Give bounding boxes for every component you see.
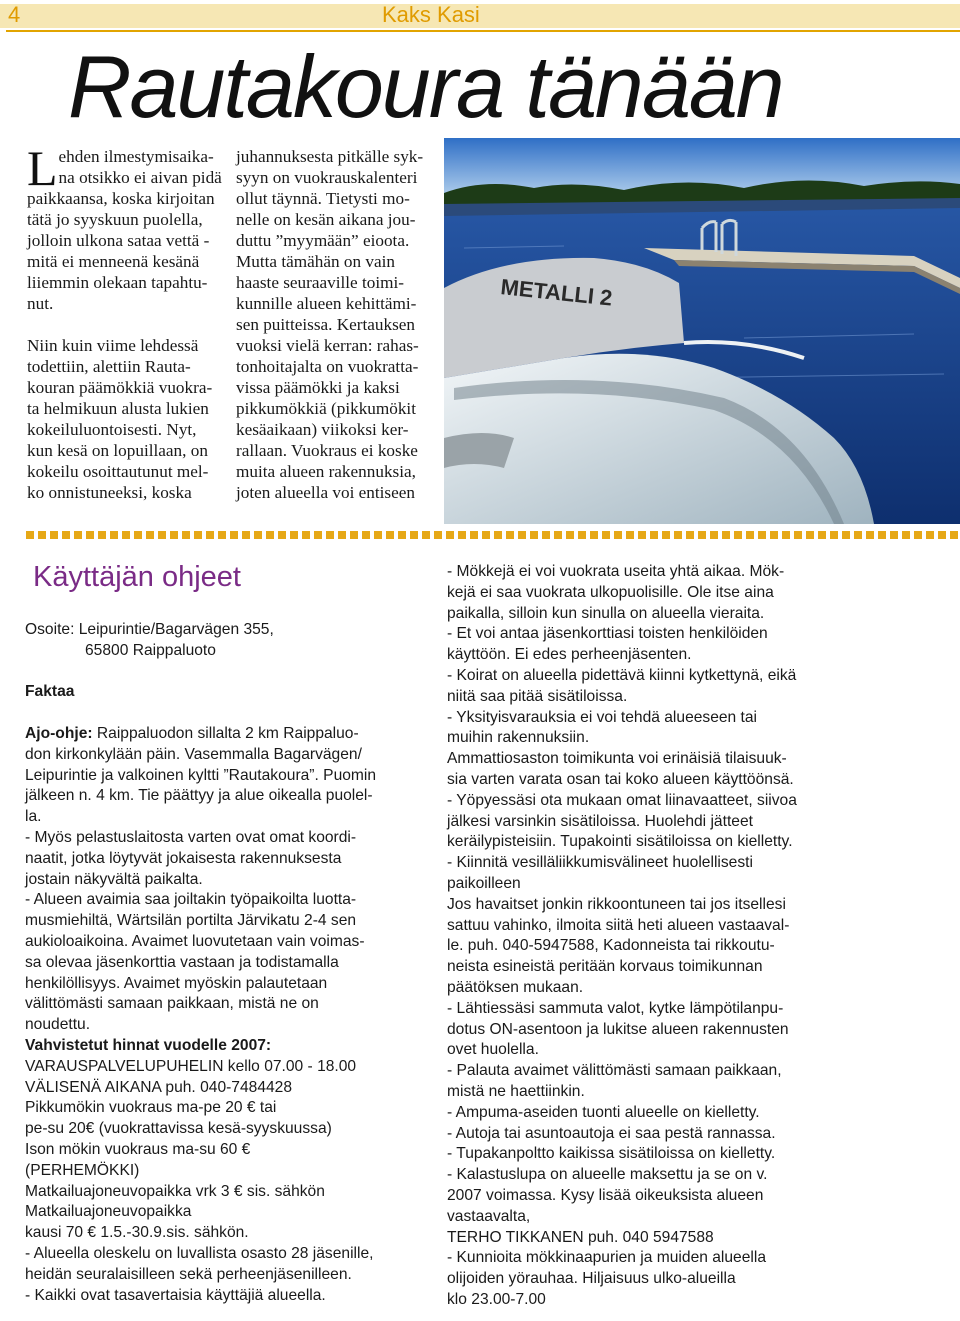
guide-line: aukioloaikoina. Avaimet luovutetaan vain voimas- [25, 932, 365, 950]
article-opening [27, 140, 222, 196]
divider-dot [146, 531, 154, 539]
divider-dot [674, 531, 682, 539]
divider-dot [890, 531, 898, 539]
divider-dot [50, 531, 58, 539]
dotted-divider [26, 531, 960, 541]
divider-dot [206, 531, 214, 539]
divider-dot [98, 531, 106, 539]
divider-dot [686, 531, 694, 539]
divider-dot [254, 531, 262, 539]
guide-line: - Et voi antaa jäsenkorttiasi toisten henkilöiden [447, 625, 768, 643]
article-line: joten alueella voi entiseen [236, 483, 415, 502]
page-header [0, 0, 960, 34]
divider-dot [290, 531, 298, 539]
divider-dot [878, 531, 886, 539]
guide-line: Jos havaitset jonkin rikkoontuneen tai jos itsellesi [447, 895, 786, 913]
article-line: ollut täynnä. Tietysti mo- [236, 189, 410, 208]
guide-line: - Lähtiessäsi sammuta valot, kytke lämpötilanpu- [447, 999, 784, 1017]
guide-line: musmiehiltä, Wärtsilän portilta Järvikatu 2-4 sen [25, 912, 357, 930]
divider-dot [902, 531, 910, 539]
article-line: paikkaansa, koska kirjoitan [27, 189, 215, 208]
guide-line: niitä saa pitää sisätiloissa. [447, 687, 628, 705]
guide-line: paikoilleen [447, 874, 521, 892]
guide-line: - Kiinnitä vesilläliikkumisvälineet huolellisesti [447, 854, 753, 872]
price-line: - Kaikki ovat tasavertaisia käyttäjiä alueella. [25, 1286, 326, 1304]
guide-line: - Alueen avaimia saa joiltakin työpaikoilta luotta- [25, 891, 357, 909]
divider-dot [266, 531, 274, 539]
address-street: Leipurintie/Bagarvägen 355, [74, 621, 274, 638]
divider-dot [638, 531, 646, 539]
divider-dot [362, 531, 370, 539]
divider-dot [806, 531, 814, 539]
guide-line: noudettu. [25, 1016, 91, 1034]
divider-dot [170, 531, 178, 539]
divider-dot [578, 531, 586, 539]
divider-dot [350, 531, 358, 539]
page-title: Rautakoura tänään [68, 37, 783, 136]
article-line: sen puitteissa. Kertauksen [236, 315, 415, 334]
divider-dot [566, 531, 574, 539]
publication-name: Kaks Kasi [382, 2, 480, 27]
article-column-2 [236, 146, 426, 503]
divider-dot [182, 531, 190, 539]
divider-dot [422, 531, 430, 539]
divider-dot [854, 531, 862, 539]
guide-line: välittömästi samaan paikkaan, mistä ne on [25, 995, 319, 1013]
article-line: kouran päämökkiä vuokra- [27, 378, 213, 397]
article-line: ta helmikuun alusta lukien [27, 399, 209, 418]
guide-line: dotus ON-asentoon ja lukitse alueen rakennusten [447, 1020, 789, 1038]
divider-dot [722, 531, 730, 539]
divider-dot [38, 531, 46, 539]
boat-seat [444, 433, 514, 468]
address-line [25, 620, 425, 641]
guide-line: muihin rakennuksiin. [447, 729, 590, 747]
divider-dot [482, 531, 490, 539]
article-line: muita alueen rakennuksia, [236, 462, 416, 481]
article-line [27, 314, 217, 335]
guide-left-text [25, 745, 425, 1036]
divider-dot [590, 531, 598, 539]
divider-dot [542, 531, 550, 539]
divider-dot [398, 531, 406, 539]
article-column-1 [27, 140, 222, 503]
divider-dot [842, 531, 850, 539]
guide-line: klo 23.00-7.00 [447, 1290, 546, 1308]
guide-line: Leipurintie ja valkoinen kyltti ”Rautakoura”. Puomin [25, 766, 377, 784]
guide-line: la. [25, 808, 42, 826]
price-line: kausi 70 € 1.5.-30.9.sis. sähkön. [25, 1224, 249, 1242]
guide-line: Ammattiosaston toimikunta voi erinäisiä tilaisuuk- [447, 750, 787, 768]
divider-dot [914, 531, 922, 539]
article-body [27, 188, 217, 503]
guide-line: TERHO TIKKANEN puh. 040 5947588 [447, 1228, 714, 1246]
guide-line: naatit, jotka löytyvät jokaisesta rakennuksesta [25, 849, 342, 867]
divider-dot [62, 531, 70, 539]
article-line: juhannuksesta pitkälle syk- [236, 147, 424, 166]
article-line: nut. [27, 294, 54, 313]
divider-dot [746, 531, 754, 539]
guide-line: keräilypisteisiin. Tupakointi sisätiloissa on kielletty. [447, 833, 793, 851]
prices-heading: Vahvistetut hinnat vuodelle 2007: [25, 1036, 272, 1054]
divider-dot [530, 531, 538, 539]
boat-name: METALLI 2 [499, 274, 614, 311]
divider-dot [110, 531, 118, 539]
article-line: tätä jo syyskuun puolella, [27, 210, 203, 229]
divider-dot [950, 531, 958, 539]
faktaa-heading: Faktaa [25, 683, 75, 701]
divider-dot [602, 531, 610, 539]
guide-line: olijoiden yörauhaa. Hiljaisuus ulko-alueilla [447, 1270, 736, 1288]
article-line: rallaan. Vuokraus ei koske [236, 441, 418, 460]
divider-dot [134, 531, 142, 539]
divider-dot [470, 531, 478, 539]
header-bar [0, 4, 960, 28]
guide-line: - Tupakanpoltto kaikissa sisätiloissa on kielletty. [447, 1145, 776, 1163]
header-rule [6, 30, 960, 32]
guide-line: henkilöllisyys. Avaimet myöskin palautetaan [25, 974, 328, 992]
price-line: VARAUSPALVELUPUHELIN kello 07.00 - 18.00 [25, 1057, 357, 1075]
article-line: kokeilu osoittautunut mel- [27, 462, 209, 481]
section-title: Käyttäjän ohjeet [33, 561, 241, 593]
divider-dot [74, 531, 82, 539]
page-number: 4 [8, 2, 21, 27]
divider-dot [314, 531, 322, 539]
divider-dot [158, 531, 166, 539]
guide-line: le. puh. 040-5947588, Kadonneista tai rikkoutu- [447, 937, 775, 955]
price-line: (PERHEMÖKKI) [25, 1161, 140, 1179]
spacer [25, 703, 425, 724]
divider-dot [650, 531, 658, 539]
guide-line: - Myös pelastuslaitosta varten ovat omat koordi- [25, 828, 357, 846]
guide-line: - Koirat on alueella pidettävä kiinni kytkettynä, eikä [447, 666, 797, 684]
guide-right-column [447, 562, 847, 1311]
guide-line: vastaavalta, [447, 1207, 531, 1225]
price-line: Ison mökin vuokraus ma-su 60 € [25, 1140, 251, 1158]
divider-dot [218, 531, 226, 539]
guide-line: - Kalastuslupa on alueelle maksettu ja se on v. [447, 1166, 768, 1184]
guide-line: - Yöpyessäsi ota mukaan omat liinavaatteet, siivoa [447, 791, 797, 809]
divider-dot [86, 531, 94, 539]
divider-dot [26, 531, 34, 539]
guide-line: - Kunnioita mökkinaapurien ja muiden alueella [447, 1249, 767, 1267]
price-line: Matkailuajoneuvopaikka vrk 3 € sis. sähkön [25, 1182, 325, 1200]
guide-line: - Autoja tai asuntoautoja ei saa pestä rannassa. [447, 1124, 776, 1142]
article-line: nelle on kesän aikana jou- [236, 210, 416, 229]
article-line: jolloin ulkona sataa vettä - [27, 231, 210, 250]
price-list [25, 1057, 425, 1307]
divider-dot [662, 531, 670, 539]
article-line: kesäaikaan) viikoksi ker- [236, 420, 409, 439]
divider-dot [122, 531, 130, 539]
divider-dot [710, 531, 718, 539]
lake-dock-photo [444, 138, 960, 524]
divider-dot [830, 531, 838, 539]
article-line: kunnille alueen kehittämi- [236, 294, 417, 313]
article-line: vuoksi vielä kerran: rahas- [236, 336, 419, 355]
divider-dot [818, 531, 826, 539]
article-line: duttu ”myymään” eioota. [236, 231, 410, 250]
guide-line: sattuu vahinko, ilmoita siitä heti alueen vastaaval- [447, 916, 790, 934]
guide-line: jälkesi varsinkin sisätiloissa. Huolehdi jätteet [447, 812, 753, 830]
article-line: haaste seuraaville toimi- [236, 273, 404, 292]
article-line: mitä ei menneenä kesänä [27, 252, 200, 271]
divider-dot [194, 531, 202, 539]
divider-dot [434, 531, 442, 539]
guide-line: - Ampuma-aseiden tuonti alueelle on kielletty. [447, 1103, 760, 1121]
drop-cap: L [27, 140, 58, 196]
guide-line: käyttöön. Ei edes perheenjäsenten. [447, 646, 692, 664]
guide-line: ovet huolella. [447, 1041, 539, 1059]
divider-dot [494, 531, 502, 539]
guide-line: 2007 voimassa. Kysy lisää oikeuksista alueen [447, 1186, 764, 1204]
divider-dot [338, 531, 346, 539]
article-line: liiemmin olekaan tapahtu- [27, 273, 208, 292]
article-line: tonhoitajalta on vuokratta- [236, 357, 419, 376]
guide-line: - Yksityisvarauksia ei voi tehdä alueeseen tai [447, 708, 758, 726]
address-postal: 65800 Raippaluoto [85, 641, 216, 659]
guide-line: sa olevaa jäsenkorttia vastaan ja todistamalla [25, 953, 339, 971]
divider-dot [758, 531, 766, 539]
price-line: VÄLISENÄ AIKANA puh. 040-7484428 [25, 1078, 293, 1096]
price-line: Pikkumökin vuokraus ma-pe 20 € tai [25, 1099, 277, 1117]
address-label: Osoite: [25, 621, 75, 638]
directions-label: Ajo-ohje: [25, 724, 93, 742]
guide-line: sia varten varata osan tai koko alueen käyttöönsä. [447, 770, 794, 788]
divider-dot [770, 531, 778, 539]
guide-line: - Palauta avaimet välittömästi samaan paikkaan, [447, 1062, 782, 1080]
divider-dot [326, 531, 334, 539]
divider-dot [230, 531, 238, 539]
divider-dot [386, 531, 394, 539]
article-line: na otsikko ei aivan pidä [58, 168, 222, 187]
price-line: heidän seuralaisilleen sekä perheenjäsenilleen. [25, 1265, 352, 1283]
divider-dot [614, 531, 622, 539]
guide-line: mistä ne haettiinkin. [447, 1082, 585, 1100]
article-line: vissa päämökki ja kaksi [236, 378, 400, 397]
article-line: kun kesä on lopuillaan, on [27, 441, 208, 460]
guide-line: - Mökkejä ei voi vuokrata useita yhtä aikaa. Mök- [447, 563, 785, 580]
price-line: pe-su 20€ (vuokrattavissa kesä-syyskuussa) [25, 1120, 332, 1138]
guide-line: don kirkonkylään päin. Vasemmalla Bagarvägen/ [25, 745, 362, 763]
article-line: ko onnistuneeksi, koska [27, 483, 192, 502]
divider-dot [242, 531, 250, 539]
divider-dot [794, 531, 802, 539]
price-line: Matkailuajoneuvopaikka [25, 1203, 192, 1221]
guide-line: kejä ei saa vuokrata ulkopuolisille. Ole itse aina [447, 583, 774, 601]
divider-dot [458, 531, 466, 539]
divider-dot [302, 531, 310, 539]
guide-line: neista esineistä peritään korvaus toimikunnan [447, 958, 763, 976]
divider-dot [410, 531, 418, 539]
article-line: todettiin, alettiin Rauta- [27, 357, 191, 376]
guide-line: päätöksen mukaan. [447, 978, 584, 996]
article-line: Niin kuin viime lehdessä [27, 336, 199, 355]
directions-text: Raippaluodon sillalta 2 km Raippaluo- [92, 724, 359, 742]
divider-dot [698, 531, 706, 539]
guide-line: jostain näkyvältä paikalta. [25, 870, 203, 888]
spacer [25, 662, 425, 683]
divider-dot [518, 531, 526, 539]
article-line: ehden ilmestymisaika- [58, 147, 214, 166]
divider-dot [782, 531, 790, 539]
divider-dot [938, 531, 946, 539]
directions-line [25, 724, 425, 745]
divider-dot [866, 531, 874, 539]
divider-dot [626, 531, 634, 539]
article-line: Mutta tämähän on vain [236, 252, 395, 271]
article-line: pikkumökkiä (pikkumökit [236, 399, 416, 418]
price-line: - Alueella oleskelu on luvallista osasto 28 jäsenille, [25, 1244, 374, 1262]
guide-line: jälkeen n. 4 km. Tie päättyy ja alue oikealla puolel- [25, 787, 373, 805]
divider-dot [926, 531, 934, 539]
article-line: syyn on vuokrauskalenteri [236, 168, 418, 187]
divider-dot [734, 531, 742, 539]
divider-dot [554, 531, 562, 539]
article-line: kokeiluluontoisesti. Nyt, [27, 420, 197, 439]
divider-dot [374, 531, 382, 539]
guide-line: paikalla, silloin kun sinulla on alueella vieraita. [447, 604, 765, 622]
divider-dot [506, 531, 514, 539]
divider-dot [278, 531, 286, 539]
guide-left-column [25, 620, 425, 1306]
divider-dot [446, 531, 454, 539]
